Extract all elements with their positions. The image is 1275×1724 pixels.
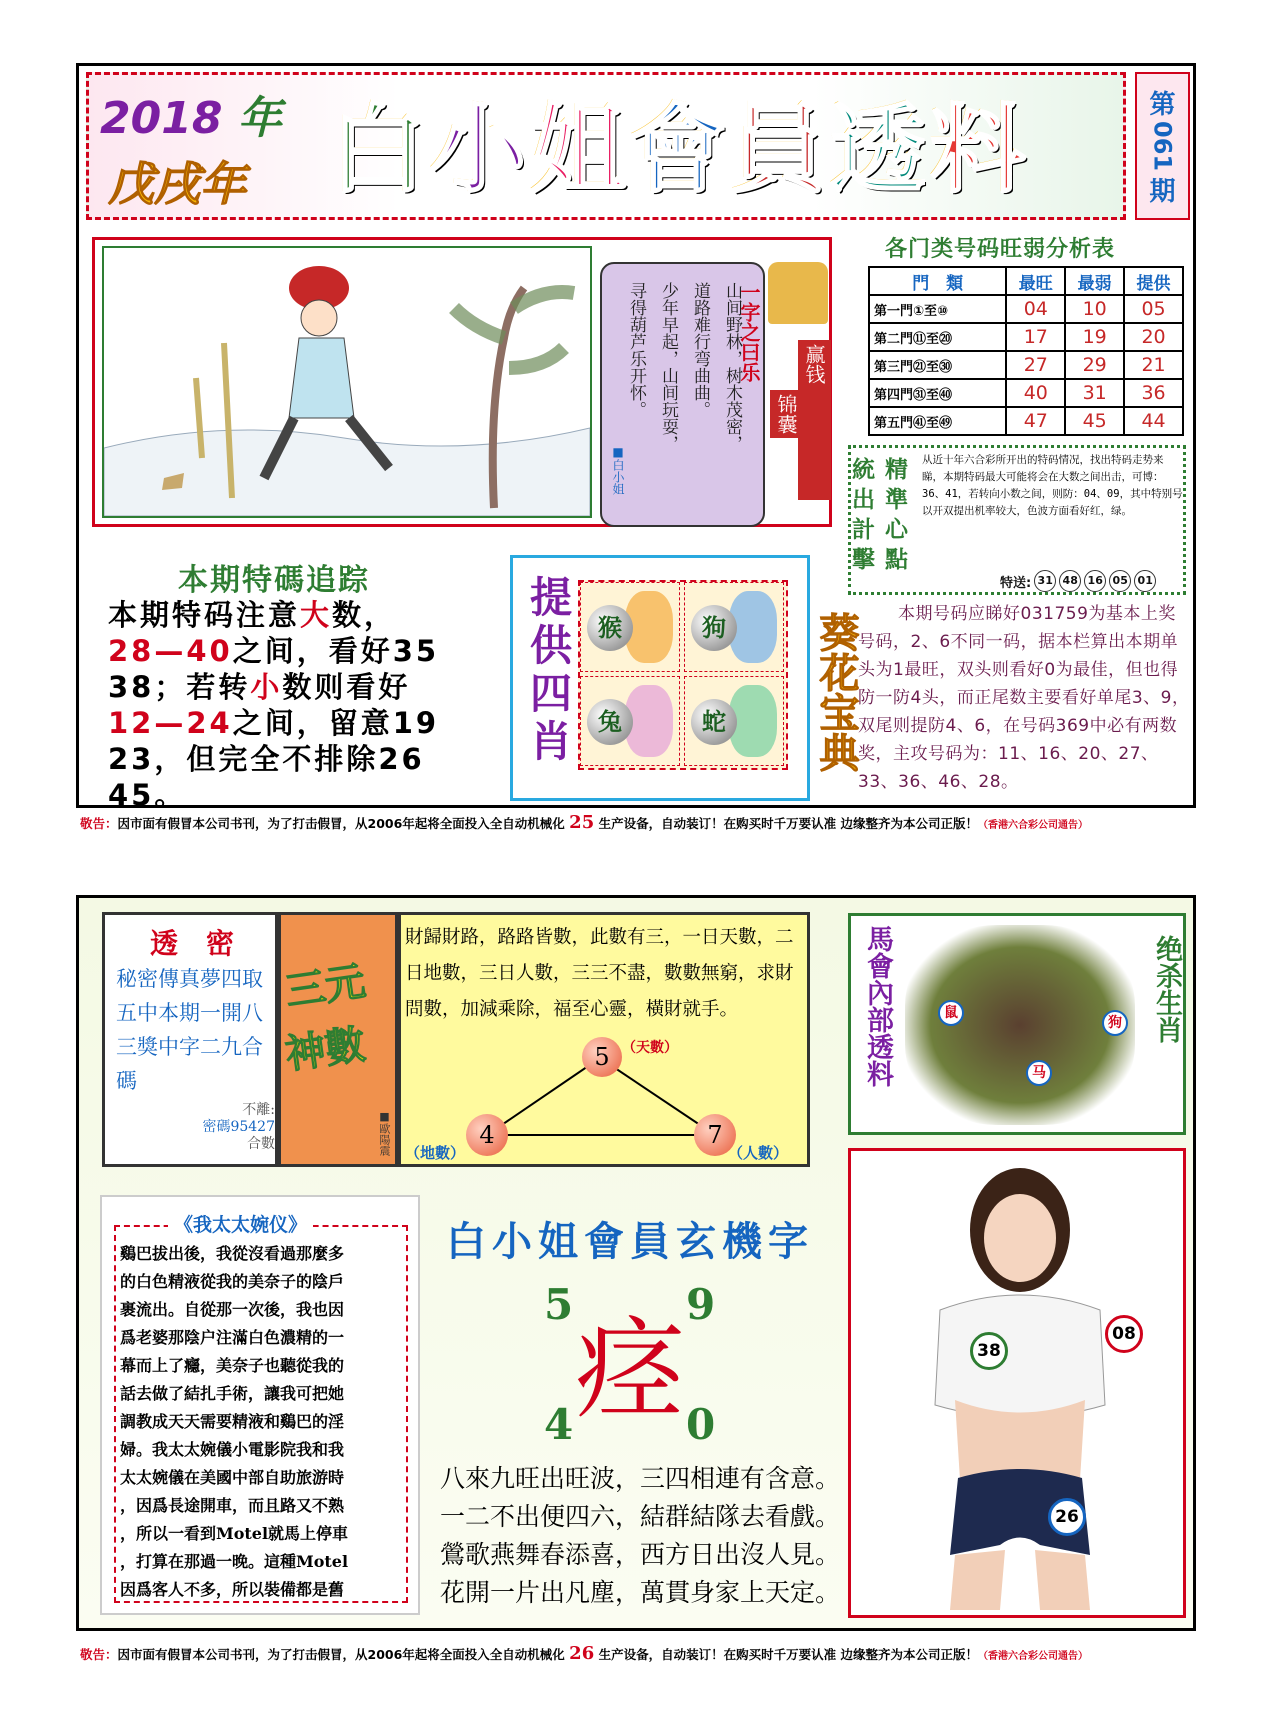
notice-bottom-text-a: 因市面有假冒本公司书刊，为了打击假冒，从2006年起将全面投入全自动机械化: [117, 1647, 565, 1662]
issue-prefix: 第: [1149, 89, 1176, 120]
mystery-title: 白小姐會員玄機字: [446, 1219, 814, 1265]
title-char: 員: [730, 94, 826, 206]
node-human-num: 7: [707, 1121, 723, 1149]
year-suffix: 年: [237, 93, 282, 144]
special-number: 05: [1109, 570, 1131, 592]
story-line: 太太婉儀在美國中部自助旅游時: [120, 1468, 345, 1487]
issue-box: [1135, 72, 1190, 220]
mystery-digit-tr: 9: [686, 1280, 716, 1329]
title-char: 料: [930, 94, 1026, 206]
horse-tag: 狗: [1102, 1010, 1128, 1036]
zone-row: [869, 407, 1183, 435]
special-label: 特送:: [1000, 575, 1032, 591]
notice-bottom-source: （香港六合彩公司通告）: [977, 1651, 1088, 1662]
zone-max: 47: [1006, 407, 1065, 435]
secret-note-a: 不離:: [242, 1102, 275, 1118]
zone-header-cell: 門 類: [869, 267, 1006, 295]
header-year: [100, 82, 282, 146]
sanyuan-text: 財歸財路，路路皆數，此數有三，一日天數，二日地數，三日人數，三三不盡，數數無窮，求財問數，加減乘除，福至心靈，橫財就手。: [405, 927, 794, 1020]
node-heaven-num: 5: [594, 1043, 610, 1071]
sanyuan-title-b: 神數: [282, 1021, 369, 1079]
notice-top-page: 25: [569, 812, 595, 833]
zone-row: [869, 351, 1183, 379]
tracking-line: [108, 597, 508, 633]
tracking-line: [108, 741, 508, 777]
analysis-side-char: 準: [885, 487, 908, 513]
analysis-side-char: 統: [852, 457, 875, 483]
illustration: [102, 246, 592, 518]
analysis-side-char: 精: [885, 457, 908, 483]
scroll-signature: ■白小姐: [611, 445, 625, 495]
story-line: 鷄巴拔出後，我從沒看過那麼多: [120, 1244, 345, 1263]
story-line: 因爲客人不多，所以裝備都是舊: [120, 1580, 345, 1599]
analysis-side-char: 出: [852, 487, 875, 513]
zone-label: 第一門①至⑩: [869, 295, 1006, 323]
zone-pick: 36: [1124, 379, 1183, 407]
zone-label: 第二門⑪至⑳: [869, 323, 1006, 351]
sunflower-text: 本期号码应睇好031759为基本上奖号码，2、6不同一码，据本栏算出本期单头为1最旺，双头则看好0为最佳，但也得防一防4头，而正尾数主要看好单尾3、9，双尾则提防4、6，在号码369中必有两数奖，主攻号码为：11、16、20、27、33、36、46、28。: [858, 604, 1190, 792]
model-ball-1: [970, 1332, 1008, 1370]
tracking-segment: 数则看好: [282, 670, 411, 704]
tracking-segment: 大: [300, 598, 333, 632]
horse-title-left: 馬會內部透料: [862, 925, 893, 1087]
analysis-text: 从近十年六合彩所开出的特码情况，找出特码走势来睇，本期特码最大可能将会在大数之间出击，可博：36、41，若转向小数之间，则防：04、09，其中特别号以开双提出机率较大，色波方面看好红，绿。: [922, 454, 1183, 517]
story-title: 《我太太婉仪》: [168, 1210, 313, 1237]
zone-pick: 20: [1124, 323, 1183, 351]
story-line: 話去做了結扎手術，讓我可把她: [120, 1384, 345, 1403]
sanyuan-side-mark: ■歐陽震: [378, 1110, 391, 1156]
model-ball-2-num: 08: [1112, 1324, 1136, 1344]
title-char: 姐: [530, 94, 626, 206]
secret-line: 秘密傳真夢四取: [116, 967, 263, 991]
secret-line: 五中本期一開八: [116, 1001, 263, 1025]
analysis-side-char: 點: [885, 547, 908, 573]
secret-text: [116, 962, 276, 1098]
title-char: 透: [830, 94, 926, 206]
zodiac-cell: [580, 582, 680, 672]
pouch-label-a: 锦囊: [770, 390, 803, 438]
zone-table-title: 各门类号码旺弱分析表: [885, 237, 1116, 262]
tracking-segment: 23，但完全不排除26: [108, 742, 425, 776]
scroll-line: 寻得葫芦乐开怀。: [626, 282, 646, 418]
notice-bottom-text-b: 生产设备，自动装订！在购买时千万要认准 边缘整齐为本公司正版！: [598, 1647, 978, 1662]
model-photo: [880, 1160, 1150, 1610]
secret-line: 碼: [116, 1069, 137, 1093]
model-image: [880, 1160, 1150, 1610]
issue-suffix: 期: [1149, 177, 1176, 208]
scroll-poem: [625, 282, 743, 502]
tracking-line: [108, 669, 508, 705]
zone-header-cell: 提供: [1124, 267, 1183, 295]
zone-row: [869, 323, 1183, 351]
notice-bottom-page: 26: [569, 1643, 595, 1664]
notice-top-label: 敬告：: [80, 816, 118, 831]
zone-pick: 44: [1124, 407, 1183, 435]
zodiac-ball: 蛇: [691, 699, 737, 745]
zodiac-cells: [580, 582, 786, 768]
model-ball-3: [1048, 1498, 1086, 1536]
story-line: ，因爲長途開車，而且路又不熟: [120, 1496, 345, 1515]
mystery-digit-bl: 4: [544, 1400, 574, 1449]
sunflower-title: 葵花宝典: [813, 612, 859, 772]
tracking-line: [108, 777, 508, 813]
special-number: 01: [1134, 570, 1156, 592]
tracking-text: [108, 597, 508, 813]
zone-label: 第五門㊶至㊾: [869, 407, 1006, 435]
story-line: ，打算在那過一晚。這種Motel: [120, 1552, 349, 1571]
tracking-segment: 本期特码注意: [108, 598, 301, 632]
zone-pick: 05: [1124, 295, 1183, 323]
title-char: 小: [430, 94, 526, 206]
story-text: [120, 1240, 410, 1604]
zone-label: 第三門㉑至㉚: [869, 351, 1006, 379]
zone-table: [868, 266, 1184, 436]
story-line: 幕而上了癮，美奈子也聽從我的: [120, 1356, 345, 1375]
secret-title: 透 密: [150, 927, 235, 960]
zone-pick: 21: [1124, 351, 1183, 379]
header-ganzhi: 戊戌年: [108, 157, 246, 211]
special-number: 48: [1059, 570, 1081, 592]
zone-label: 第四門㉛至㊵: [869, 379, 1006, 407]
poem-line: 花開一片出凡塵，萬貫身家上天定。: [440, 1578, 841, 1607]
notice-top-text-b: 生产设备，自动装订！在购买时千万要认准 边缘整齐为本公司正版！: [598, 816, 978, 831]
tracking-line: [108, 705, 508, 741]
zodiac-ball: 猴: [587, 605, 633, 651]
horse-tag: 鼠: [938, 1000, 964, 1026]
zone-row: [869, 295, 1183, 323]
mystery-digit-tl: 5: [544, 1280, 574, 1329]
zone-max: 27: [1006, 351, 1065, 379]
story-line: 調教成天天需要精液和鷄巴的淫: [120, 1412, 345, 1431]
story-line: 裹流出。自從那一次後，我也因: [120, 1300, 345, 1319]
title-char: 白: [330, 94, 426, 206]
tracking-segment: 38；若转: [108, 670, 251, 704]
mystery-poem: [440, 1460, 840, 1612]
secret-note-b: 密碼95427: [202, 1119, 275, 1135]
zodiac-ball: 狗: [691, 605, 737, 651]
notice-top-source: （香港六合彩公司通告）: [977, 820, 1088, 831]
tracking-segment: 之间，看好35: [232, 634, 440, 668]
zone-row: [869, 379, 1183, 407]
analysis-side-char: 計: [852, 517, 875, 543]
story-line: 婦。我太太婉儀小電影院我和我: [120, 1440, 345, 1459]
special-numbers: [1034, 570, 1156, 592]
zone-max: 40: [1006, 379, 1065, 407]
secret-note-c: 合數: [247, 1136, 275, 1152]
tracking-segment: 28—40: [108, 634, 233, 668]
tracking-segment: 12—24: [108, 706, 233, 740]
node-human-label: （人數）: [728, 1144, 789, 1162]
poem-line: 一二不出便四六，結群結隊去看戲。: [440, 1502, 841, 1531]
tracking-segment: 45。: [108, 778, 187, 812]
notice-bottom: [80, 1643, 1200, 1664]
zodiac-cell: [684, 582, 784, 672]
horse-tag: 马: [1026, 1060, 1052, 1086]
zone-header-cell: 最弱: [1065, 267, 1124, 295]
issue-number: 061: [1148, 120, 1177, 172]
title-char: 會: [630, 94, 726, 206]
poem-line: 鶯歌燕舞春添喜，西方日出沒人見。: [440, 1540, 841, 1569]
zone-min: 10: [1065, 295, 1124, 323]
zodiac-cell: [580, 676, 680, 766]
analysis-side-title: [852, 455, 918, 575]
model-ball-2: [1105, 1315, 1143, 1353]
zone-min: 19: [1065, 323, 1124, 351]
scroll-line: 道路难行弯曲曲。: [690, 282, 710, 418]
zone-min: 45: [1065, 407, 1124, 435]
special-number: 16: [1084, 570, 1106, 592]
node-heaven-label: （天數）: [622, 1040, 678, 1056]
tracking-line: [108, 633, 508, 669]
node-earth-label: （地數）: [405, 1144, 466, 1162]
story-line: 爲老婆那陰户注滿白色濃精的一: [120, 1328, 345, 1347]
secret-note: [160, 1102, 275, 1153]
secret-line: 三獎中字二九合: [116, 1035, 263, 1059]
analysis-side-char: 擊: [852, 547, 875, 573]
horse-title-right: 绝杀生肖: [1151, 935, 1182, 1043]
node-heaven: [582, 1037, 622, 1077]
boy-with-gourd-image: [104, 248, 590, 516]
four-zodiac-title: 提供四肖: [524, 575, 573, 767]
sanyuan-title-a: 三元: [282, 958, 369, 1016]
zone-min: 29: [1065, 351, 1124, 379]
tracking-title: 本期特碼追踪: [178, 563, 370, 598]
model-ball-1-num: 38: [977, 1341, 1001, 1361]
year-number: 2018: [100, 93, 223, 144]
special-number: 31: [1034, 570, 1056, 592]
scroll-line: 少年早起，山间玩耍，: [658, 282, 678, 452]
mystery-digit-br: 0: [686, 1400, 716, 1449]
node-earth: [466, 1114, 508, 1156]
story-line: 的白色精液從我的美奈子的陰戶: [120, 1272, 345, 1291]
notice-top-text-a: 因市面有假冒本公司书刊，为了打击假冒，从2006年起将全面投入全自动机械化: [117, 816, 565, 831]
horse-image: [905, 925, 1135, 1125]
tracking-segment: 之间，留意19: [232, 706, 440, 740]
poem-line: 八來九旺出旺波，三四相連有含意。: [440, 1464, 841, 1493]
zone-header-cell: 最旺: [1006, 267, 1065, 295]
tracking-segment: 小: [250, 670, 283, 704]
scroll-line: 山间野林，树木茂密，: [722, 282, 742, 452]
model-ball-3-num: 26: [1055, 1507, 1079, 1527]
header-title: [330, 90, 1110, 210]
zodiac-ball: 兔: [587, 699, 633, 745]
pouch-label-b: 赢钱: [798, 340, 831, 500]
zone-min: 31: [1065, 379, 1124, 407]
story-line: ，所以一看到Motel就馬上停車: [120, 1524, 349, 1543]
pouch: [768, 262, 828, 324]
analysis-side-char: 心: [885, 517, 908, 543]
notice-bottom-label: 敬告：: [80, 1647, 118, 1662]
notice-top: [80, 812, 1200, 833]
zone-max: 04: [1006, 295, 1065, 323]
zone-max: 17: [1006, 323, 1065, 351]
node-earth-num: 4: [479, 1121, 495, 1149]
zodiac-cell: [684, 676, 784, 766]
special-row: [1000, 570, 1156, 592]
scroll-title: 一字之曰乐: [737, 282, 761, 382]
tracking-segment: 数，: [332, 598, 397, 632]
mystery-char: 痉: [575, 1306, 685, 1434]
zone-table-header: [869, 267, 1183, 295]
